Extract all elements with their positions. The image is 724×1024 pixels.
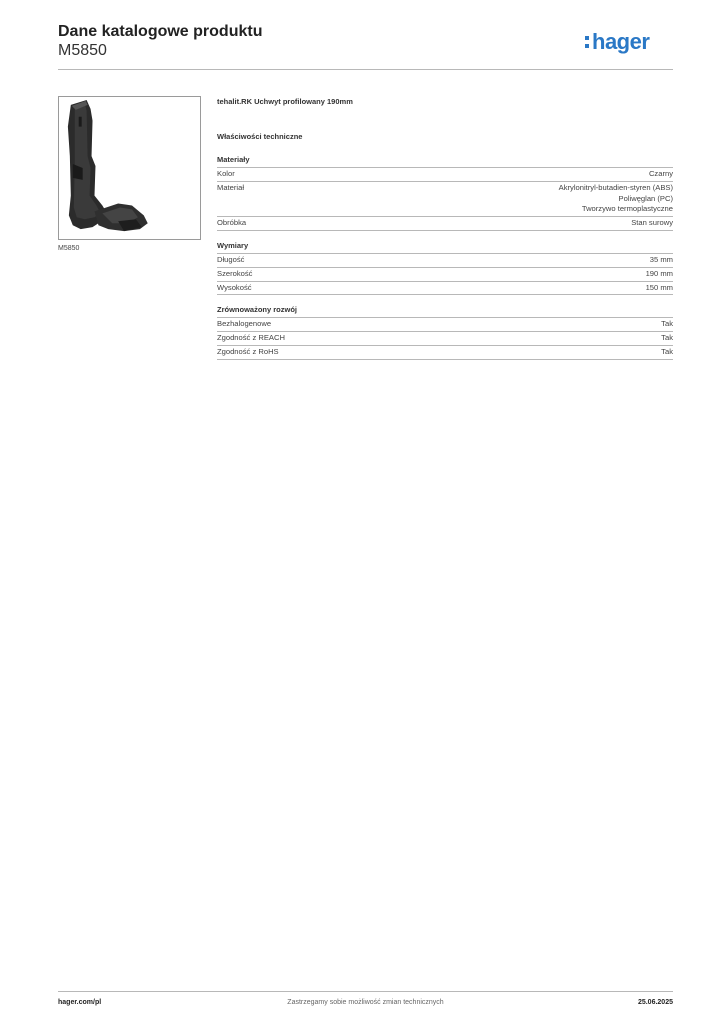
page-footer: [58, 991, 673, 1006]
spec-value: [646, 283, 673, 294]
image-caption: M5850: [58, 245, 80, 252]
svg-text:hager: hager: [592, 29, 650, 54]
spec-groups: [217, 154, 673, 360]
spec-group-title: Materiały: [217, 154, 673, 168]
footer-note: Zastrzegamy sobie możliwość zmian technicznych: [287, 999, 444, 1006]
spec-label: Wysokość: [217, 282, 252, 292]
product-name: tehalit.RK Uchwyt profilowany 190mm: [217, 97, 353, 106]
product-details: [217, 96, 673, 360]
product-image: [58, 96, 201, 240]
spec-value-line: Poliwęglan (PC): [618, 193, 673, 203]
spec-value: [649, 169, 673, 180]
spec-row: [217, 282, 673, 296]
spec-row: [217, 268, 673, 282]
page-header: [58, 22, 673, 70]
spec-group-title: Wymiary: [217, 240, 673, 254]
product-code: M5850: [58, 42, 107, 59]
spec-row: [217, 332, 673, 346]
footer-url[interactable]: hager.com/pl: [58, 999, 102, 1006]
spec-group: [217, 154, 673, 231]
spec-row: [217, 346, 673, 360]
spec-row: [217, 168, 673, 182]
spec-value: [661, 347, 673, 358]
section-title: Właściwości techniczne: [217, 132, 303, 141]
page-title: Dane katalogowe produktu: [58, 23, 263, 40]
spec-value-line: Tak: [661, 319, 673, 329]
spec-row: [217, 217, 673, 231]
spec-group: [217, 240, 673, 295]
spec-label: Kolor: [217, 169, 235, 178]
spec-value-line: 35 mm: [649, 254, 673, 264]
product-holder-illustration: [59, 97, 200, 239]
spec-value: [661, 333, 673, 344]
spec-value-line: Czarny: [648, 169, 673, 178]
spec-value: [650, 255, 673, 266]
spec-value-line: 190 mm: [645, 268, 673, 278]
spec-label: Zgodność z RoHS: [217, 346, 279, 356]
spec-group-title: Zrównoważony rozwój: [217, 304, 673, 318]
hager-logo: [583, 26, 673, 56]
spec-label: Materiał: [217, 182, 245, 192]
spec-group: [217, 304, 673, 359]
spec-value-line: Akrylonitryl-butadien-styren (ABS): [558, 182, 673, 192]
spec-row: [217, 254, 673, 268]
spec-value: [661, 319, 673, 330]
spec-value-line: 150 mm: [645, 282, 673, 292]
spec-value-line: Stan surowy: [631, 218, 673, 228]
spec-label: Obróbka: [217, 218, 247, 228]
spec-value: [646, 269, 673, 280]
spec-value-line: Tak: [661, 333, 673, 343]
spec-label: Szerokość: [217, 268, 253, 278]
spec-value: [559, 183, 673, 215]
spec-label: Zgodność z REACH: [217, 333, 285, 343]
spec-value-line: Tak: [661, 346, 673, 356]
spec-row: [217, 182, 673, 217]
spec-value: [631, 218, 673, 229]
spec-label: Długość: [217, 254, 245, 264]
spec-label: Bezhalogenowe: [217, 319, 272, 329]
spec-row: [217, 318, 673, 332]
footer-date: 25.06.2025: [637, 999, 673, 1006]
spec-value-line: Tworzywo termoplastyczne: [581, 204, 673, 214]
